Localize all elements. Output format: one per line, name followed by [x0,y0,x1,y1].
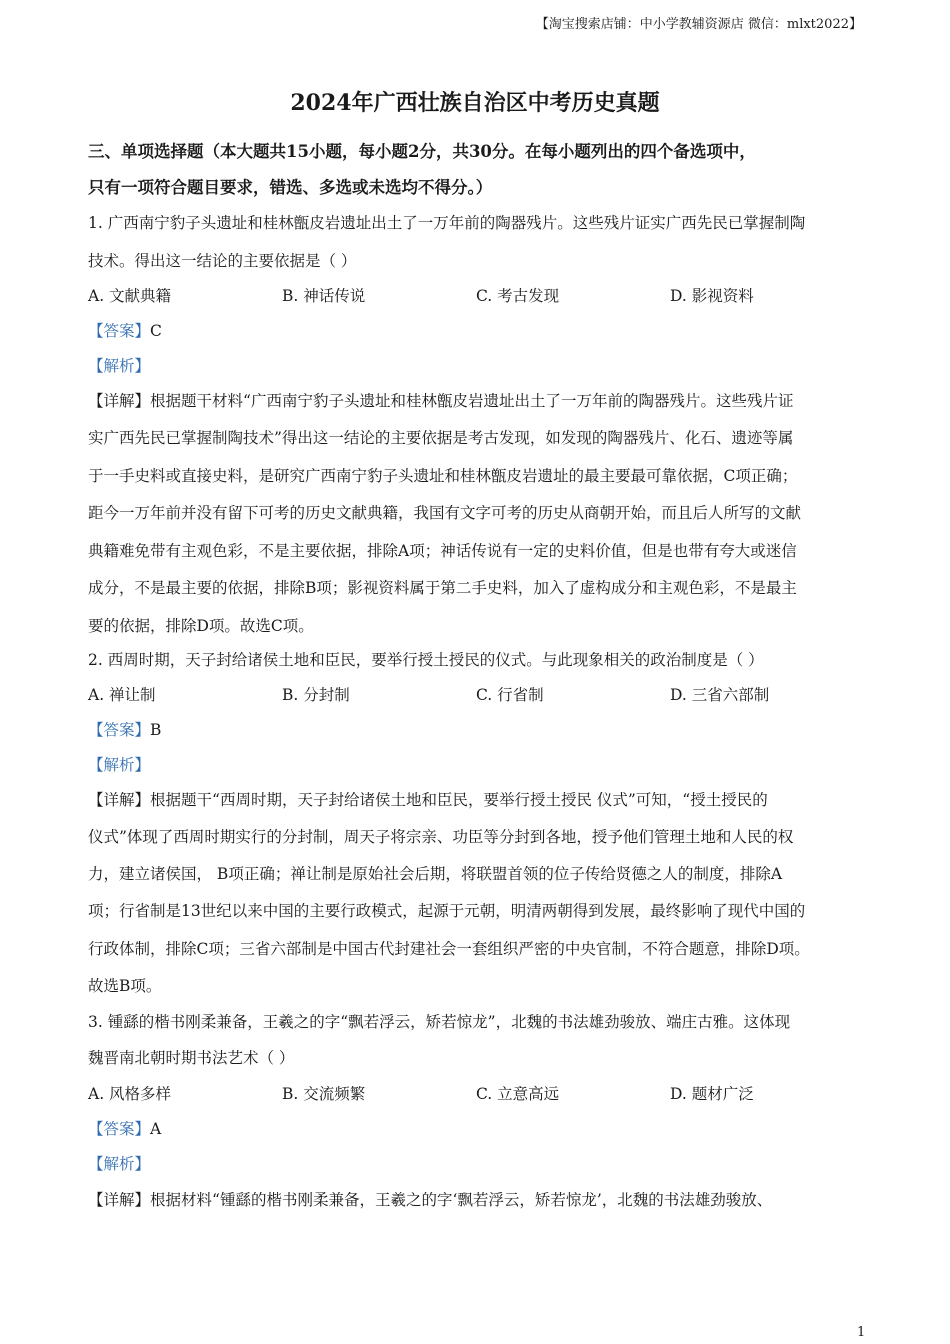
detail-label: 【详解】 [88,1191,151,1209]
q1-analysis [88,354,150,378]
q3-answer [88,1117,161,1141]
q3-option-c: C. 立意高远 [476,1085,560,1103]
q2-option-d: D. 三省六部制 [670,686,770,704]
q1-option-a: A. 文献典籍 [88,287,172,305]
q1-detail-text-1: 根据题干材料“广西南宁豹子头遗址和桂林甑皮岩遗址出土了一万年前的陶器残片。这些残片证 [150,392,794,410]
q2-stem-line-1: 2. 西周时期，天子封给诸侯土地和臣民，要举行授土授民的仪式。与此现象相关的政治制度是（ ） [88,651,764,669]
q1-detail-line-5: 典籍难免带有主观色彩，不是主要依据，排除A项；神话传说有一定的史料价值，但是也带有夸大或迷信 [88,542,797,560]
section-heading-line-2: 只有一项符合题目要求，错选、多选或未选均不得分。） [88,178,493,197]
q3-option-d: D. 题材广泛 [670,1085,754,1103]
q1-answer-value: C [150,322,162,340]
answer-label: 【答案】 [88,721,151,739]
detail-label: 【详解】 [88,791,151,809]
q1-detail-line-6: 成分，不是最主要的依据，排除B项；影视资料属于第二手史料，加入了虚构成分和主观色彩，不是最主 [88,579,797,597]
analysis-label: 【解析】 [88,1155,151,1173]
q2-detail-line-5: 行政体制，排除C项；三省六部制是中国古代封建社会一套组织严密的中央官制，不符合题意，排除D项。 [88,940,810,958]
analysis-label: 【解析】 [88,357,151,375]
q1-detail-line-2: 实广西先民已掌握制陶技术”得出这一结论的主要依据是考古发现，如发现的陶器残片、化石、遗迹等属 [88,429,794,447]
q3-detail-line-1 [88,1188,772,1212]
q1-detail-line-7: 要的依据，排除D项。故选C项。 [88,617,314,635]
q1-detail-line-4: 距今一万年前并没有留下可考的历史文献典籍，我国有文字可考的历史从商朝开始，而且后人所写的文献 [88,504,802,522]
q1-detail-line-3: 于一手史料或直接史料，是研究广西南宁豹子头遗址和桂林甑皮岩遗址的最主要最可靠依据，C项正确； [88,467,798,485]
q1-answer [88,319,162,343]
q1-option-c: C. 考古发现 [476,287,560,305]
q3-option-a: A. 风格多样 [88,1085,172,1103]
q2-detail-line-4: 项；行省制是13世纪以来中国的主要行政模式，起源于元朝，明清两朝得到发展，最终影响了现代中国的 [88,902,806,920]
q2-detail-text-1: 根据题干“西周时期，天子封给诸侯土地和臣民，要举行授土授民 仪式”可知，“授土授民的 [150,791,768,809]
q3-stem-line-2: 魏晋南北朝时期书法艺术（ ） [88,1049,295,1067]
q2-option-b: B. 分封制 [282,686,350,704]
answer-label: 【答案】 [88,322,151,340]
q3-stem-line-1: 3. 锺繇的楷书刚柔兼备，王羲之的字“飘若浮云，矫若惊龙”，北魏的书法雄劲骏放、端庄古雅。这体现 [88,1013,791,1031]
answer-label: 【答案】 [88,1120,151,1138]
q1-detail-line-1 [88,389,793,413]
q1-stem-line-1: 1. 广西南宁豹子头遗址和桂林甑皮岩遗址出土了一万年前的陶器残片。这些残片证实广西先民已掌握制陶 [88,214,806,232]
q2-detail-line-3: 力，建立诸侯国， B项正确；禅让制是原始社会后期，将联盟首领的位子传给贤德之人的制度，排除A [88,865,783,883]
q2-option-c: C. 行省制 [476,686,544,704]
section-heading-line-1: 三、单项选择题（本大题共15小题，每小题2分，共30分。在每小题列出的四个备选项中， [88,142,756,161]
q1-stem-line-2: 技术。得出这一结论的主要依据是（ ） [88,252,357,270]
page-number: 1 [857,1325,866,1340]
q2-detail-line-2: 仪式”体现了西周时期实行的分封制，周天子将宗亲、功臣等分封到各地，授予他们管理土地和人民的权 [88,828,794,846]
q3-detail-text-1: 根据材料“锺繇的楷书刚柔兼备，王羲之的字‘飘若浮云，矫若惊龙’，北魏的书法雄劲骏放、 [150,1191,773,1209]
q3-answer-value: A [150,1120,162,1138]
q2-answer-value: B [150,721,162,739]
detail-label: 【详解】 [88,392,151,410]
analysis-label: 【解析】 [88,756,151,774]
q1-option-d: D. 影视资料 [670,287,754,305]
q2-answer [88,718,161,742]
q1-option-b: B. 神话传说 [282,287,366,305]
page-header: 【淘宝搜索店铺：中小学教辅资源店 微信：mlxt2022】 [535,17,862,32]
q2-option-a: A. 禅让制 [88,686,156,704]
q3-analysis [88,1152,150,1176]
q2-analysis [88,753,150,777]
q3-option-b: B. 交流频繁 [282,1085,366,1103]
q2-detail-line-1 [88,788,768,812]
page-title: 2024年广西壮族自治区中考历史真题 [290,90,660,116]
q2-detail-line-6: 故选B项。 [88,977,162,995]
